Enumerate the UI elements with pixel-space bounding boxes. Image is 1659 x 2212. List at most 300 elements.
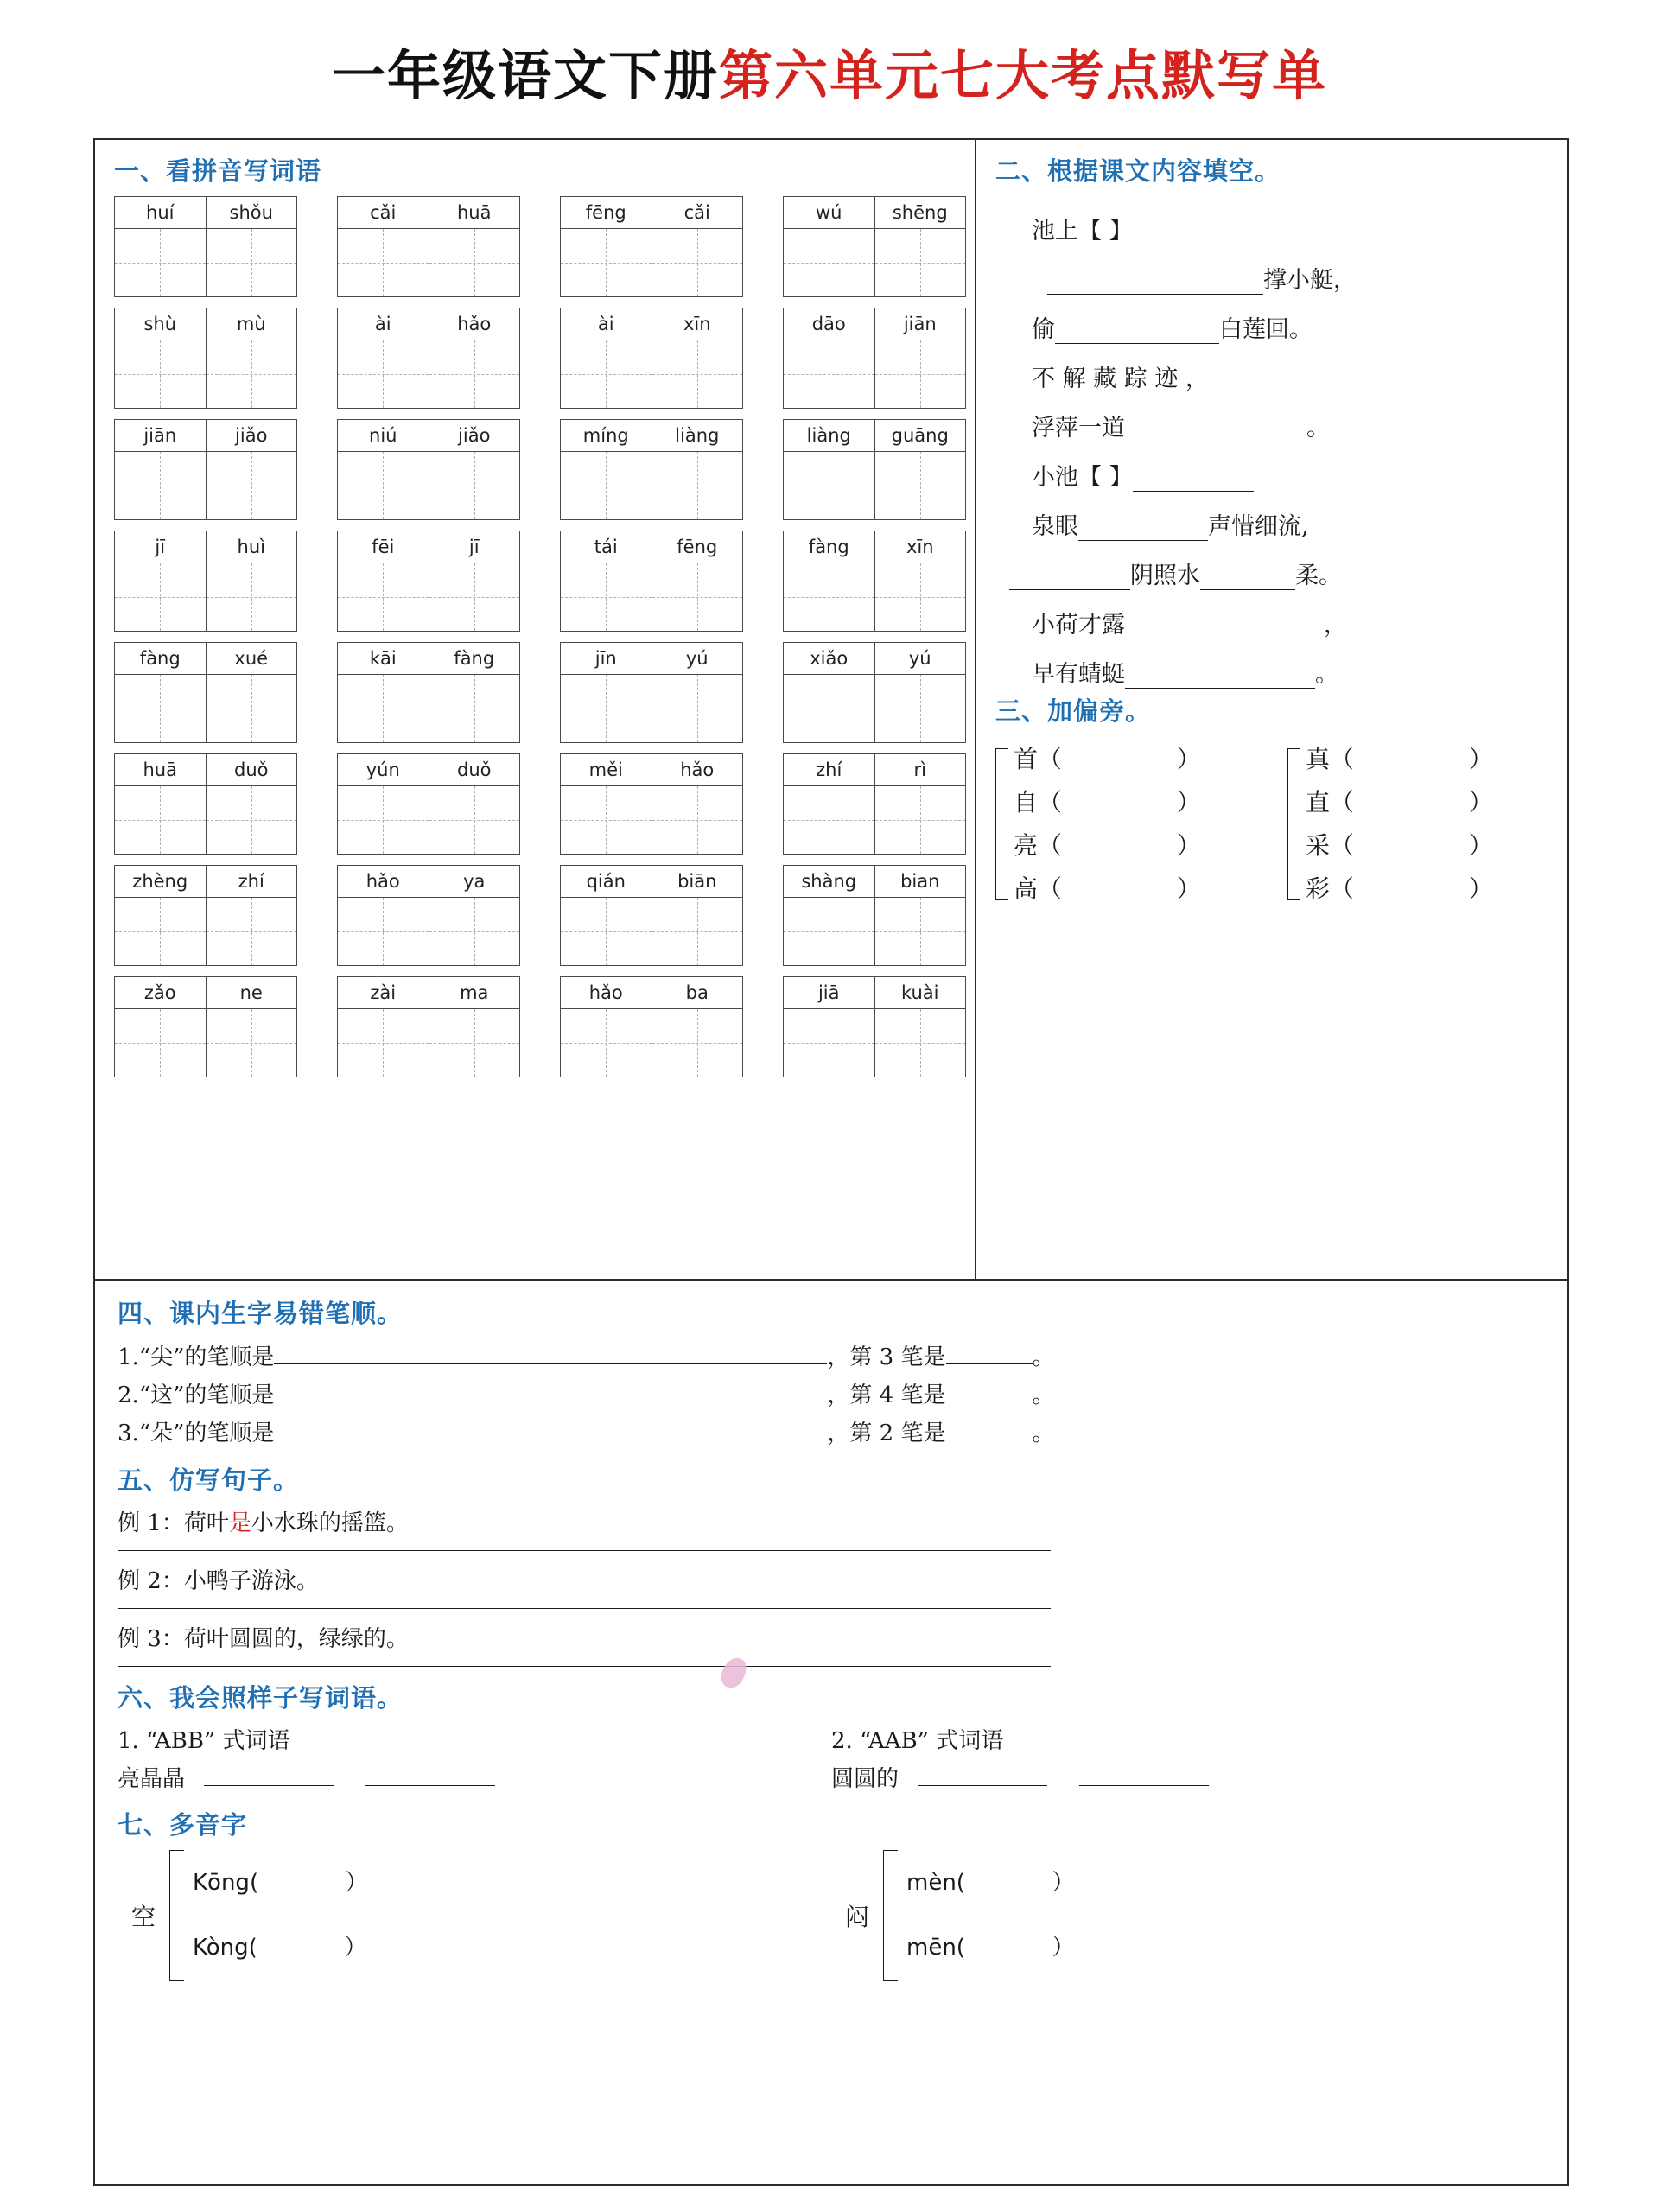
tianzige-box[interactable] [652,563,743,631]
section-fill-and-radical [976,140,1567,1279]
pinyin-syllable: jī [468,537,480,557]
pinyin-labels [783,419,966,451]
tianzige-boxes[interactable] [337,897,520,966]
stroke-nth-blank[interactable] [946,1379,1033,1402]
tianzige-box[interactable] [207,786,297,854]
tianzige-boxes[interactable] [337,563,520,632]
pinyin-word-cell[interactable] [560,419,743,520]
tianzige-boxes[interactable] [783,340,966,409]
tianzige-box[interactable] [561,563,652,631]
tianzige-box[interactable] [338,786,429,854]
polyphone-group-men [831,1850,1545,1981]
pinyin-word-cell[interactable] [560,308,743,409]
tianzige-box[interactable] [338,675,429,742]
pinyin-word-cell[interactable] [114,753,297,855]
radical-close-paren: ） [1468,831,1493,860]
tianzige-boxes[interactable] [337,451,520,520]
tianzige-box[interactable] [338,229,429,296]
pinyin-word-cell[interactable] [560,196,743,297]
pinyin-labels [114,753,297,785]
pinyin-word-cell[interactable] [114,196,297,297]
tianzige-boxes[interactable] [114,1008,297,1077]
pinyin-labels [337,308,520,340]
tianzige-box[interactable] [875,340,966,408]
radical-item[interactable] [1014,868,1262,911]
poem-text: 。 [1315,661,1338,688]
tianzige-box[interactable] [875,229,966,296]
poem-text: 早有蜻蜓 [1032,661,1125,688]
tianzige-box[interactable] [561,898,652,965]
pinyin-word-cell[interactable] [783,976,966,1077]
pinyin-syllable: ya [463,871,486,892]
pinyin-word-cell[interactable] [114,531,297,632]
polyphone-answer-space[interactable] [257,1935,345,1961]
pinyin-syllable: jiān [903,314,937,334]
tianzige-box[interactable] [115,340,207,408]
radical-base-char: 亮（ [1014,831,1063,860]
tianzige-box[interactable] [207,229,297,296]
pinyin-syllable: qián [561,866,652,897]
pinyin-labels [783,865,966,897]
pinyin-row [114,865,966,966]
tianzige-box[interactable] [561,229,652,296]
pinyin-syllable: dāo [784,308,875,340]
abb-title: 1. “ABB” 式词语 [118,1728,290,1754]
tianzige-box[interactable] [875,452,966,519]
answer-rule-1[interactable] [118,1550,1051,1551]
pinyin-word-cell[interactable] [783,865,966,966]
pinyin-syllable: cǎi [683,202,710,223]
brace-right [1287,748,1300,900]
pinyin-syllable: jiā [784,977,875,1008]
pinyin-labels [783,642,966,674]
tianzige-box[interactable] [652,1009,743,1077]
pinyin-syllable: ba [685,982,709,1003]
polyphone-item[interactable] [906,1851,1075,1916]
pinyin-labels [114,196,297,228]
tianzige-box[interactable] [207,898,297,965]
radical-item[interactable] [1014,738,1262,781]
pinyin-row [114,196,966,297]
polyphone-pinyin: mèn( [906,1870,965,1896]
tianzige-boxes[interactable] [114,451,297,520]
poem-line [995,344,1554,393]
pinyin-syllable: liàng [784,420,875,451]
polyphone-close-paren: ） [1052,1935,1075,1961]
section7-heading: 七、多音字 [118,1810,248,1840]
pinyin-word-cell[interactable] [783,753,966,855]
stroke-order-item [118,1338,1545,1376]
polyphone-close-paren: ） [345,1870,368,1896]
tianzige-box[interactable] [784,786,875,854]
pinyin-labels [114,865,297,897]
pinyin-syllable: guāng [891,425,949,446]
tianzige-box[interactable] [429,1009,520,1077]
tianzige-boxes[interactable] [337,785,520,855]
abb-blank[interactable] [365,1764,495,1786]
tianzige-boxes[interactable] [114,228,297,297]
tianzige-boxes[interactable] [337,1008,520,1077]
tianzige-box[interactable] [115,229,207,296]
pinyin-word-cell[interactable] [783,642,966,743]
aab-column [831,1723,1545,1799]
abb-example: 亮晶晶 [118,1766,186,1792]
abb-column [118,1723,831,1799]
tianzige-box[interactable] [652,229,743,296]
radical-close-paren: ） [1176,874,1201,903]
example-highlight: 是 [228,1510,251,1536]
answer-rule-2[interactable] [118,1608,1051,1609]
pinyin-syllable: ài [338,308,429,340]
tianzige-boxes[interactable] [114,674,297,743]
tianzige-boxes[interactable] [560,563,743,632]
tianzige-box[interactable] [338,563,429,631]
example-text: 小鸭子游泳。 [183,1568,319,1594]
radical-close-paren: ） [1176,831,1201,860]
tianzige-box[interactable] [784,898,875,965]
radical-base-char: 自（ [1014,788,1063,817]
radical-item[interactable] [1306,868,1554,911]
tianzige-box[interactable] [875,786,966,854]
pinyin-labels [783,753,966,785]
tianzige-box[interactable] [561,1009,652,1077]
pinyin-word-cell[interactable] [114,865,297,966]
pinyin-word-cell[interactable] [337,642,520,743]
pinyin-syllable: hǎo [680,760,715,780]
tianzige-box[interactable] [338,898,429,965]
pinyin-syllable: cǎi [338,197,429,228]
radical-answer-space[interactable] [1357,745,1469,773]
poem-text: 不 解 藏 踪 迹 ， [1032,365,1209,392]
radical-group-left [995,738,1262,911]
polyphone-item[interactable] [193,1916,368,1980]
poem-text: 柔。 [1295,563,1342,589]
pinyin-word-cell[interactable] [114,976,297,1077]
pinyin-labels [114,419,297,451]
pinyin-labels [337,976,520,1008]
tianzige-box[interactable] [652,786,743,854]
tianzige-box[interactable] [207,563,297,631]
word-pattern-row [118,1723,1545,1799]
radical-close-paren: ） [1176,788,1201,817]
tianzige-boxes[interactable] [783,674,966,743]
stroke-order-blank[interactable] [274,1341,827,1364]
answer-rule-3[interactable] [118,1666,1051,1667]
poem-text: ， [1324,612,1347,639]
pinyin-labels [560,865,743,897]
stroke-order-blank[interactable] [274,1417,827,1440]
pinyin-syllable: huā [115,754,207,785]
pinyin-row [114,308,966,409]
pinyin-labels [783,196,966,228]
stroke-nth-blank[interactable] [946,1341,1033,1364]
radical-base-char: 首（ [1014,745,1063,773]
polyphone-char: 闷 [844,1903,869,1931]
tianzige-box[interactable] [115,675,207,742]
tianzige-box[interactable] [561,675,652,742]
radical-answer-space[interactable] [1357,831,1469,860]
tianzige-boxes[interactable] [337,674,520,743]
section4-heading: 四、课内生字易错笔顺。 [118,1299,404,1328]
tianzige-box[interactable] [561,340,652,408]
polyphone-pinyin: Kòng( [193,1935,257,1961]
section3-heading: 三、加偏旁。 [995,696,1152,726]
pinyin-word-cell[interactable] [114,308,297,409]
poem-text: 白莲回。 [1219,316,1313,343]
tianzige-box[interactable] [429,340,520,408]
tianzige-box[interactable] [561,786,652,854]
radical-base-char: 彩（ [1306,874,1355,903]
tianzige-box[interactable] [429,452,520,519]
poem-text: 池上【 】 [1032,218,1133,245]
stroke-order-blank[interactable] [274,1379,827,1402]
brace-men [883,1850,898,1981]
radical-item[interactable] [1306,738,1554,781]
pinyin-syllable: huì [237,537,265,557]
tianzige-box[interactable] [115,786,207,854]
stroke-order-item [118,1376,1545,1414]
pinyin-word-cell[interactable] [114,642,297,743]
tianzige-box[interactable] [115,898,207,965]
tianzige-boxes[interactable] [560,674,743,743]
pinyin-word-cell[interactable] [560,642,743,743]
item-char: “尖” [138,1344,185,1370]
poem-text: 浮萍一道 [1032,415,1125,442]
tianzige-boxes[interactable] [783,228,966,297]
pinyin-word-cell[interactable] [560,865,743,966]
pinyin-word-cell[interactable] [783,531,966,632]
bottom-sections [95,1281,1567,1981]
pinyin-syllable: zhí [784,754,875,785]
tianzige-box[interactable] [429,786,520,854]
pinyin-row [114,976,966,1077]
tianzige-box[interactable] [875,563,966,631]
pinyin-grid [114,196,966,1077]
example-text: 荷叶圆圆的，绿绿的。 [183,1626,409,1652]
pinyin-labels [560,419,743,451]
tianzige-boxes[interactable] [783,897,966,966]
tianzige-boxes[interactable] [783,1008,966,1077]
tianzige-box[interactable] [207,1009,297,1077]
top-row [95,140,1567,1281]
pinyin-syllable: ài [561,308,652,340]
tianzige-box[interactable] [875,675,966,742]
polyphone-answer-space[interactable] [965,1935,1052,1961]
tianzige-box[interactable] [115,452,207,519]
tianzige-box[interactable] [652,675,743,742]
pinyin-word-cell[interactable] [337,419,520,520]
pinyin-syllable: fēng [561,197,652,228]
tianzige-box[interactable] [875,1009,966,1077]
tianzige-box[interactable] [652,452,743,519]
item-text: 的笔顺是 [184,1344,275,1370]
pinyin-syllable: jiān [115,420,207,451]
pinyin-word-cell[interactable] [783,308,966,409]
radical-answer-space[interactable] [1065,745,1177,773]
example-line-2 [118,1563,1545,1599]
tianzige-box[interactable] [429,229,520,296]
tianzige-box[interactable] [561,452,652,519]
radical-item[interactable] [1014,781,1262,824]
pinyin-labels [560,976,743,1008]
tianzige-box[interactable] [784,675,875,742]
tianzige-box[interactable] [652,340,743,408]
tianzige-box[interactable] [115,563,207,631]
radical-answer-space[interactable] [1357,788,1469,817]
pinyin-syllable: míng [561,420,652,451]
polyphone-pinyin: mēn( [906,1935,965,1961]
pinyin-labels [560,642,743,674]
pinyin-labels [783,308,966,340]
pinyin-row [114,642,966,743]
polyphone-item[interactable] [193,1851,368,1916]
tianzige-box[interactable] [784,452,875,519]
radical-answer-space[interactable] [1065,874,1177,903]
example-text: 小水珠的摇篮。 [251,1510,409,1536]
polyphone-item[interactable] [906,1916,1075,1980]
tianzige-box[interactable] [207,340,297,408]
tianzige-boxes[interactable] [337,228,520,297]
pinyin-syllable: jīn [561,643,652,674]
pinyin-word-cell[interactable] [114,419,297,520]
pinyin-syllable: jiǎo [235,425,268,446]
radical-answer-space[interactable] [1065,831,1177,860]
tianzige-box[interactable] [429,898,520,965]
tianzige-box[interactable] [338,452,429,519]
aab-title: 2. “AAB” 式词语 [831,1728,1004,1754]
pinyin-word-cell[interactable] [337,753,520,855]
polyphone-answer-space[interactable] [258,1870,346,1896]
tianzige-boxes[interactable] [114,563,297,632]
aab-blank[interactable] [1079,1764,1209,1786]
radical-base-char: 直（ [1306,788,1355,817]
tianzige-boxes[interactable] [783,451,966,520]
pinyin-syllable: xiǎo [784,643,875,674]
pinyin-syllable: huí [115,197,207,228]
pinyin-word-cell[interactable] [337,865,520,966]
pinyin-word-cell[interactable] [560,753,743,855]
abb-blank[interactable] [204,1764,334,1786]
pinyin-syllable: huā [457,202,492,223]
tianzige-boxes[interactable] [337,340,520,409]
example-label: 例 2： [118,1568,184,1594]
pinyin-word-cell[interactable] [783,419,966,520]
stroke-nth-blank[interactable] [946,1417,1033,1440]
tianzige-box[interactable] [652,898,743,965]
pinyin-labels [337,753,520,785]
radical-close-paren: ） [1468,788,1493,817]
example-line-1 [118,1505,1545,1541]
pinyin-syllable: fàng [454,648,495,669]
polyphone-char: 空 [130,1903,156,1931]
stroke-order-items [118,1338,1545,1452]
pinyin-syllable: yú [908,648,931,669]
pinyin-syllable: fēng [677,537,718,557]
tianzige-boxes[interactable] [560,897,743,966]
pinyin-syllable: shēng [892,202,948,223]
tianzige-box[interactable] [429,563,520,631]
page-title-part2: 第六单元七大考点默写单 [719,44,1328,107]
pinyin-labels [114,531,297,563]
tianzige-box[interactable] [338,340,429,408]
pinyin-syllable: wú [784,197,875,228]
pinyin-word-cell[interactable] [337,308,520,409]
pinyin-labels [337,196,520,228]
radical-item[interactable] [1306,781,1554,824]
pinyin-syllable: zài [338,977,429,1008]
pinyin-word-cell[interactable] [337,531,520,632]
tianzige-box[interactable] [784,229,875,296]
pinyin-word-cell[interactable] [337,976,520,1077]
item-tail: ，第 4 笔是 [827,1382,946,1408]
tianzige-box[interactable] [207,452,297,519]
tianzige-boxes[interactable] [560,228,743,297]
pinyin-syllable: rì [913,760,926,780]
pinyin-word-cell[interactable] [337,196,520,297]
pinyin-syllable: niú [338,420,429,451]
pinyin-labels [337,642,520,674]
pinyin-word-cell[interactable] [560,531,743,632]
tianzige-box[interactable] [429,675,520,742]
pinyin-syllable: ma [460,982,489,1003]
example-line-3 [118,1621,1545,1657]
radical-item[interactable] [1306,824,1554,868]
pinyin-syllable: ne [239,982,263,1003]
pinyin-labels [560,531,743,563]
radical-group-right [1287,738,1554,911]
tianzige-boxes[interactable] [783,563,966,632]
tianzige-box[interactable] [784,340,875,408]
pinyin-syllable: xīn [906,537,934,557]
tianzige-boxes[interactable] [560,451,743,520]
item-text: 的笔顺是 [184,1382,275,1408]
radical-answer-space[interactable] [1357,874,1469,903]
page-title-part1: 一年级语文下册 [331,44,719,107]
pinyin-syllable: shù [115,308,207,340]
tianzige-box[interactable] [115,1009,207,1077]
page-title [0,0,1659,125]
tianzige-boxes[interactable] [560,785,743,855]
tianzige-boxes[interactable] [783,785,966,855]
pinyin-row [114,419,966,520]
item-end: 。 [1032,1421,1055,1446]
item-number: 3. [118,1421,139,1446]
tianzige-box[interactable] [875,898,966,965]
poem-line [995,590,1554,639]
tianzige-boxes[interactable] [114,897,297,966]
tianzige-box[interactable] [207,675,297,742]
pinyin-word-cell[interactable] [560,976,743,1077]
tianzige-boxes[interactable] [114,785,297,855]
pinyin-word-cell[interactable] [783,196,966,297]
radical-item[interactable] [1014,824,1262,868]
tianzige-boxes[interactable] [560,340,743,409]
tianzige-box[interactable] [784,1009,875,1077]
tianzige-boxes[interactable] [114,340,297,409]
aab-blank[interactable] [918,1764,1047,1786]
polyphone-answer-space[interactable] [965,1870,1052,1896]
radical-close-paren: ） [1468,745,1493,773]
item-number: 1. [118,1344,139,1370]
tianzige-boxes[interactable] [560,1008,743,1077]
tianzige-box[interactable] [338,1009,429,1077]
poem-text: 撑小艇， [1263,267,1357,294]
tianzige-box[interactable] [784,563,875,631]
radical-base-char: 真（ [1306,745,1355,773]
radical-answer-space[interactable] [1065,788,1177,817]
pinyin-syllable: zǎo [115,977,207,1008]
pinyin-syllable: fēi [338,531,429,563]
